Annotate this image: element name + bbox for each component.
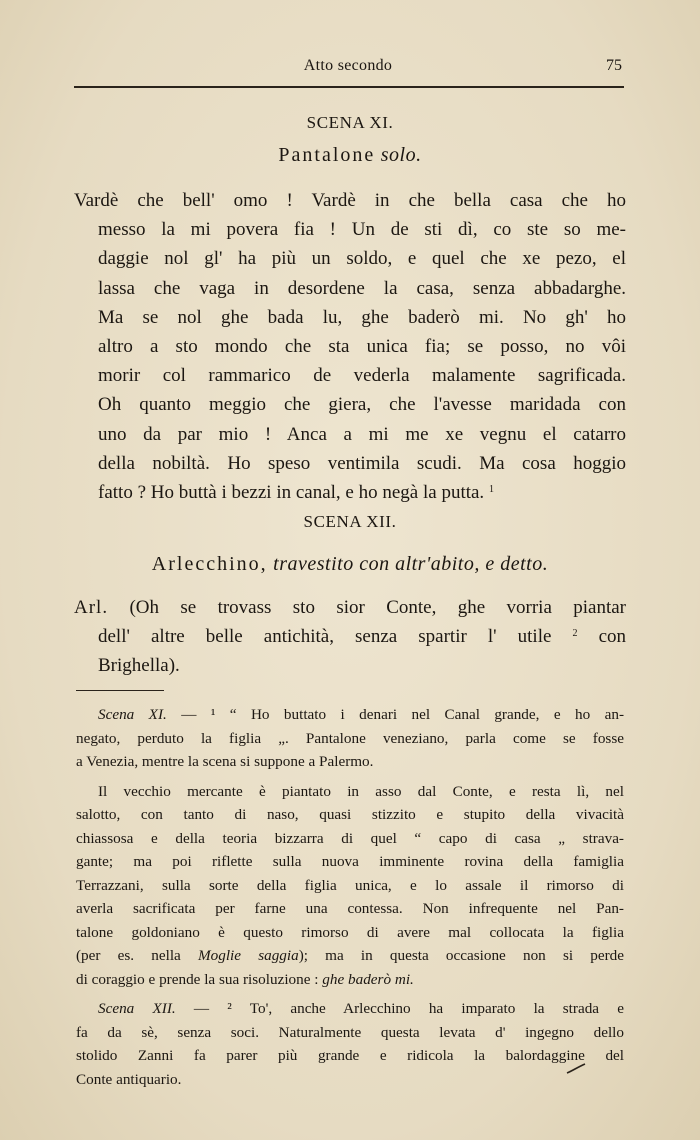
footnote-line: averla sacrificata per farne una contessa. Non infrequente nel Pan- — [76, 900, 624, 917]
scene-12-heading: SCENA XII. — [303, 512, 397, 531]
footnote-text: ); ma in questa occasione non si perde — [298, 947, 624, 964]
footnote-line: salotto, con tanto di naso, quasi stizzito e stupito della vivacità — [76, 806, 624, 823]
footnote-title: Moglie saggia — [198, 947, 299, 964]
scene-12-cast-block — [0, 553, 700, 576]
footnote-line — [76, 968, 624, 992]
speech-line: altro a sto mondo che sta unica fia; se posso, no vôi — [98, 336, 626, 358]
pencil-mark-icon — [566, 1063, 586, 1075]
scene-12-cast-name: Arlecchino, — [151, 553, 268, 575]
footnote-label: Scena XI. — [98, 706, 167, 723]
speech-line-text: (Oh se trovass sto sior Conte, ghe vorria piantar — [129, 597, 626, 618]
scene-11-cast-note: solo. — [380, 144, 422, 166]
footnote-line: chiassosa e della teoria bizzarra di quel “ capo di casa „ strava- — [76, 829, 624, 847]
speech-line: Oh quanto meggio che giera, che l'avesse maridada con — [98, 394, 626, 416]
page-number: 75 — [606, 57, 622, 74]
footnote-line: talone goldoniano è questo rimorso di avere mal collocata la figlia — [76, 923, 624, 941]
running-head — [74, 57, 622, 79]
footnote-line: Conte antiquario. — [76, 1070, 182, 1088]
scene-11-speech — [74, 186, 626, 507]
footnote-line: fa da sè, senza soci. Naturalmente questa levata d' ingegno dello — [76, 1023, 624, 1041]
scene-12-heading-block — [0, 512, 700, 532]
header-rule — [74, 86, 624, 88]
footnote-text: — ¹ “ Ho buttato i denari nel Canal grande, e ho an- — [181, 706, 624, 723]
speech-line-text: con — [598, 626, 627, 648]
speech-line: morir col rammarico de vederla malamente sagrificada. — [98, 365, 626, 387]
footnote-line: Il vecchio mercante è piantato in asso dal Conte, e resta lì, nel — [98, 782, 624, 800]
speech-line: messo la mi povera fia ! Un de sti dì, co ste so me- — [98, 219, 626, 241]
scene-12-cast-note: travestito con altr'abito, e detto. — [273, 553, 549, 575]
footnote-line — [76, 703, 624, 727]
footnote-label: Scena XII. — [98, 1000, 176, 1017]
scene-11-cast — [0, 144, 700, 167]
footnote-line: gante; ma poi riflette sulla nuova imminente rovina della famiglia — [76, 853, 624, 870]
scene-11-cast-name: Pantalone — [278, 144, 376, 166]
running-head-title: Atto secondo — [303, 57, 393, 74]
footnote-line — [76, 944, 624, 968]
speech-line-text: fatto ? Ho buttà i bezzi in canal, e ho negà la putta. — [98, 482, 485, 504]
footnote-text: — ² To', anche Arlecchino ha imparato la strada e — [193, 1000, 624, 1017]
scene-11-cast-block — [0, 144, 700, 167]
footnote-rule — [76, 690, 164, 691]
scene-11-heading-block — [0, 113, 700, 133]
footnote-text: (per es. nella — [76, 947, 181, 964]
speech-line — [74, 593, 626, 622]
footnote-line: stolido Zanni fa parer più grande e ridicola la balordaggine del — [76, 1047, 624, 1064]
footnotes — [76, 703, 624, 1091]
footnote-line: a Venezia, mentre la scena si suppone a Palermo. — [76, 753, 374, 770]
footnote-line: Terrazzani, sulla sorte della figlia unica, e lo assale il rimorso di — [76, 876, 624, 894]
speech-line: Ma se nol ghe bada lu, ghe baderò mi. No gh' ho — [98, 306, 626, 328]
speaker-label: Arl. — [74, 597, 109, 618]
speech-line: daggie nol gl' ha più un soldo, e quel che xe pezo, el — [98, 248, 626, 270]
speech-line: Vardè che bell' omo ! Vardè in che bella casa che ho — [74, 190, 626, 211]
footnote-text: di coraggio e prende la sua risoluzione : — [76, 970, 319, 988]
speech-line: della nobiltà. Ho speso ventimila scudi. Ma cosa hoggio — [98, 452, 626, 474]
footnote-line — [76, 997, 624, 1021]
footnote-ref: 1 — [488, 484, 494, 496]
scene-12-speech — [74, 593, 626, 681]
speech-line: Brighella). — [98, 655, 180, 677]
speech-line: uno da par mio ! Anca a mi me xe vegnu el catarro — [98, 423, 626, 445]
scene-11-heading: SCENA XI. — [306, 113, 394, 132]
footnote-quote: ghe baderò mi. — [322, 970, 414, 988]
scene-12-cast — [0, 553, 700, 576]
speech-line: lassa che vaga in desordene la casa, senza abbadarghe. — [98, 277, 626, 299]
footnote-line: negato, perduto la figlia „. Pantalone veneziano, parla come se fosse — [76, 729, 624, 747]
speech-line-text: dell' altre belle antichità, senza spartir l' utile — [98, 626, 552, 648]
speech-line — [74, 622, 626, 651]
speech-line — [74, 478, 626, 507]
footnote-ref: 2 — [572, 628, 578, 640]
